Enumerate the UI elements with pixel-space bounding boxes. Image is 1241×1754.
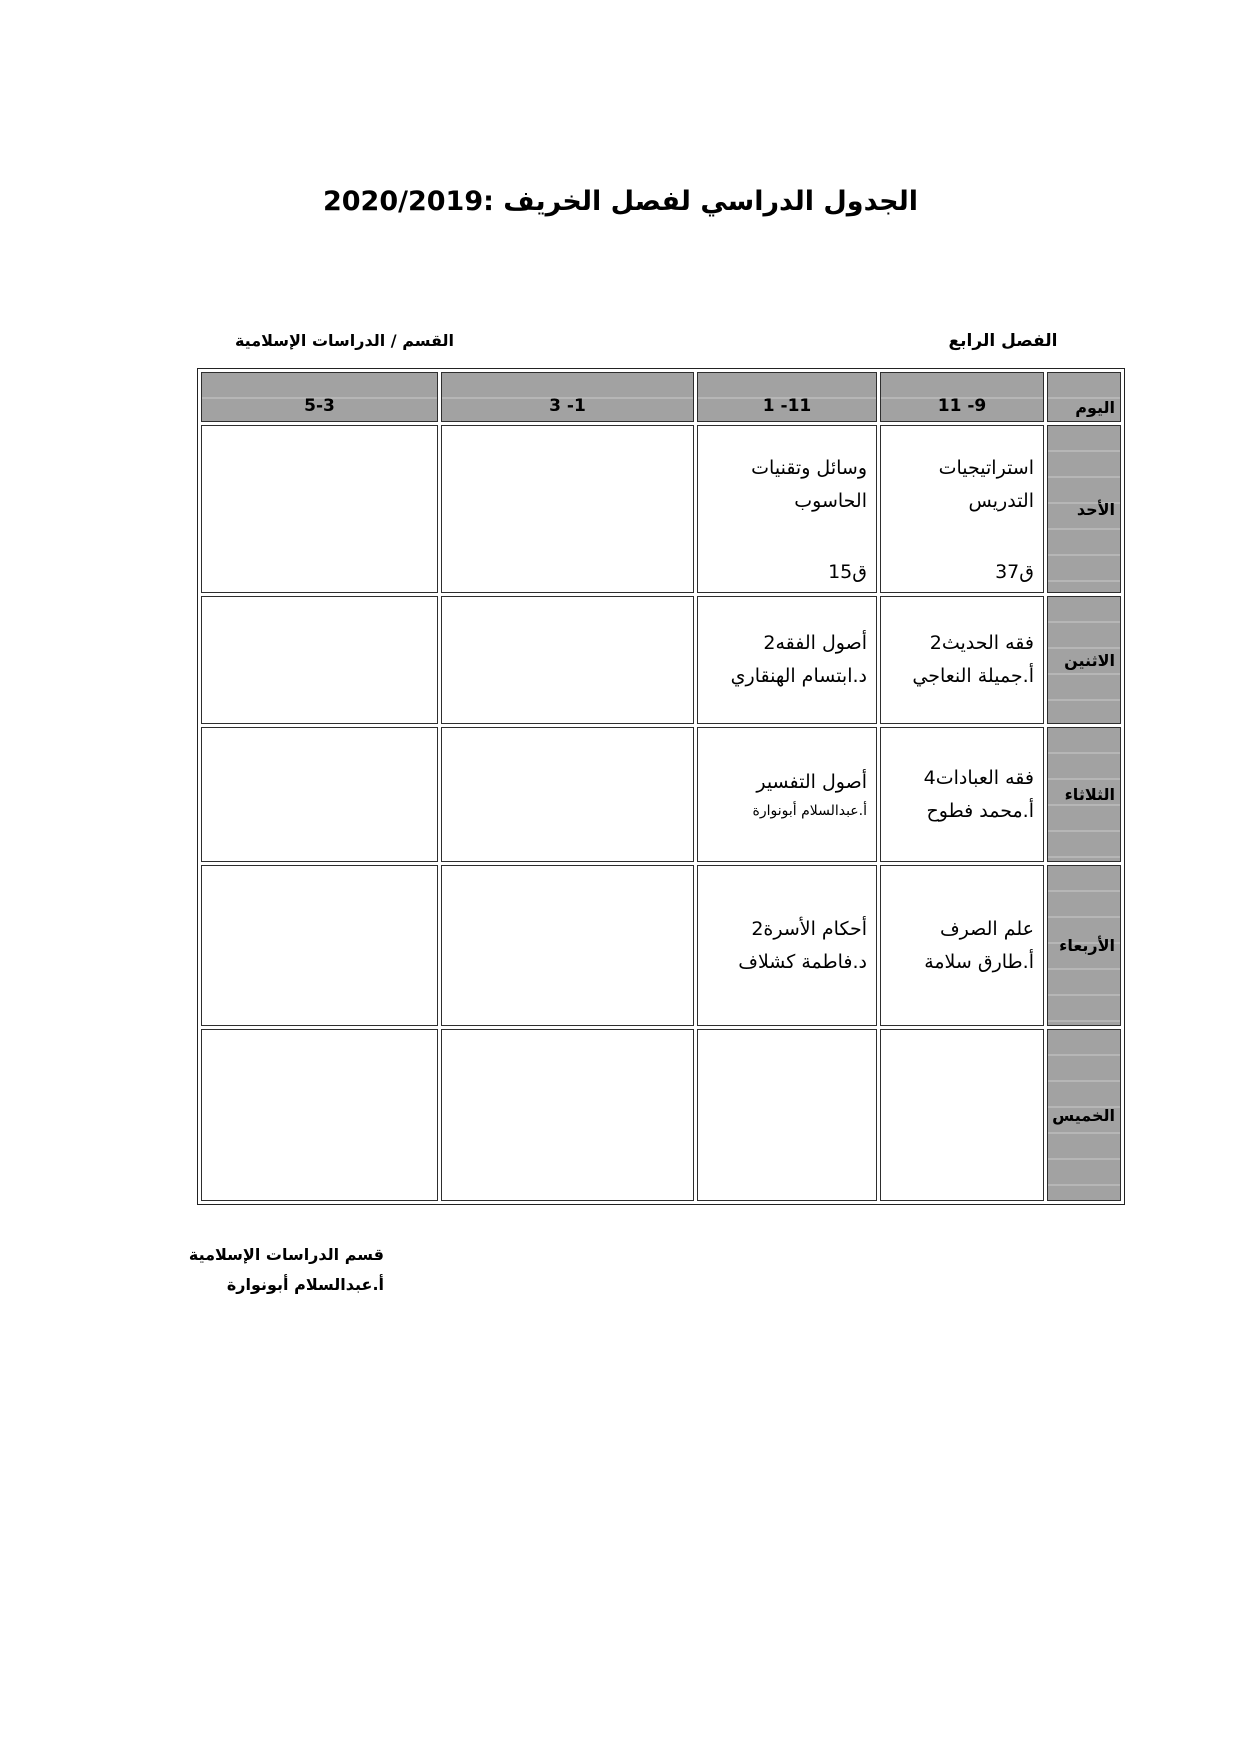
schedule-cell [201, 865, 438, 1026]
schedule-cell-content [202, 728, 437, 861]
schedule-cell [441, 596, 694, 724]
time-header-label: 5-3 [304, 396, 335, 416]
schedule-cell-content [881, 597, 1043, 723]
schedule-cell-content [202, 597, 437, 723]
time-header-cell-3 [201, 372, 438, 422]
schedule-cell [201, 727, 438, 862]
time-header-cell-2 [441, 372, 694, 422]
course-label: أصول الفقه2 [763, 632, 867, 655]
schedule-cell-content [442, 1030, 693, 1200]
schedule-cell-content [881, 426, 1043, 592]
table-header-row [201, 372, 1121, 422]
schedule-cell-content [881, 866, 1043, 1025]
table-row [201, 727, 1121, 862]
instructor-label: د.ابتسام الهنقاري [730, 665, 867, 687]
schedule-cell [697, 425, 877, 593]
instructor-label: أ.عبدالسلام أبونوارة [752, 802, 867, 819]
schedule-cell-content [202, 866, 437, 1025]
time-header-label: 1 -11 [762, 396, 812, 416]
schedule-cell [441, 727, 694, 862]
footer-block [166, 1240, 384, 1299]
schedule-cell [697, 865, 877, 1026]
schedule-cell-content [442, 866, 693, 1025]
schedule-cell-content [442, 728, 693, 861]
course-label: أحكام الأسرة2 [751, 917, 867, 940]
room-label: ق37 [995, 561, 1034, 584]
instructor-label: د.فاطمة كشلاف [738, 950, 867, 973]
footer-department: قسم الدراسات الإسلامية [188, 1245, 384, 1264]
schedule-cell [201, 596, 438, 724]
schedule-cell [880, 865, 1044, 1026]
page-title [0, 186, 1241, 217]
time-header-cell-1 [697, 372, 877, 422]
schedule-cell [441, 865, 694, 1026]
schedule-table [197, 368, 1125, 1205]
schedule-cell [697, 1029, 877, 1201]
instructor-label: أ.طارق سلامة [924, 950, 1034, 973]
schedule-cell-content [202, 426, 437, 592]
schedule-cell-content [698, 597, 876, 723]
schedule-cell [441, 425, 694, 593]
schedule-cell [880, 425, 1044, 593]
instructor-label: أ.جميلة النعاجي [912, 665, 1034, 687]
course-label: علم الصرف [939, 917, 1034, 940]
schedule-cell [880, 1029, 1044, 1201]
table-row [201, 596, 1121, 724]
day-cell: الاثنين [1047, 596, 1121, 724]
schedule-cell-content [698, 1030, 876, 1200]
page-title-text: الجدول الدراسي لفصل الخريف : [483, 186, 919, 217]
table-row [201, 1029, 1121, 1201]
schedule-cell-content [202, 1030, 437, 1200]
schedule-cell-content [698, 426, 876, 592]
schedule-cell-content [881, 728, 1043, 861]
day-cell: الخميس [1047, 1029, 1121, 1201]
page-title-year: 2020/2019 [322, 186, 484, 217]
schedule-cell [201, 425, 438, 593]
instructor-label: أ.محمد فطوح [926, 799, 1034, 822]
day-cell: الثلاثاء [1047, 727, 1121, 862]
table-row [201, 865, 1121, 1026]
course-label: فقه العبادات4 [923, 766, 1034, 789]
course-label: استراتيجيات التدريس [938, 457, 1034, 512]
day-cell: الأربعاء [1047, 865, 1121, 1026]
schedule-cell [201, 1029, 438, 1201]
day-header-cell: اليوم [1047, 372, 1121, 422]
schedule-cell-content [881, 1030, 1043, 1200]
schedule-cell [697, 596, 877, 724]
schedule-cell-content [698, 866, 876, 1025]
footer-signature: أ.عبدالسلام أبونوارة [226, 1274, 384, 1294]
course-label: أصول التفسير [756, 771, 867, 794]
time-header-label: 3 -1 [549, 396, 586, 416]
course-label: وسائل وتقنيات الحاسوب [751, 457, 867, 512]
schedule-cell [880, 596, 1044, 724]
department-label: القسم / الدراسات الإسلامية [234, 331, 455, 350]
schedule-cell [880, 727, 1044, 862]
schedule-cell-content [442, 426, 693, 592]
course-label: فقه الحديث2 [929, 632, 1034, 655]
schedule-cell-content [698, 728, 876, 861]
table-row [201, 425, 1121, 593]
schedule-cell [697, 727, 877, 862]
schedule-table-wrapper [197, 368, 1125, 1205]
schedule-cell-content [442, 597, 693, 723]
time-header-cell-0 [880, 372, 1044, 422]
semester-label: الفصل الرابع [948, 331, 1058, 351]
schedule-cell [441, 1029, 694, 1201]
room-label: ق15 [828, 561, 867, 584]
time-header-label: 11 -9 [937, 396, 987, 416]
day-cell: الأحد [1047, 425, 1121, 593]
